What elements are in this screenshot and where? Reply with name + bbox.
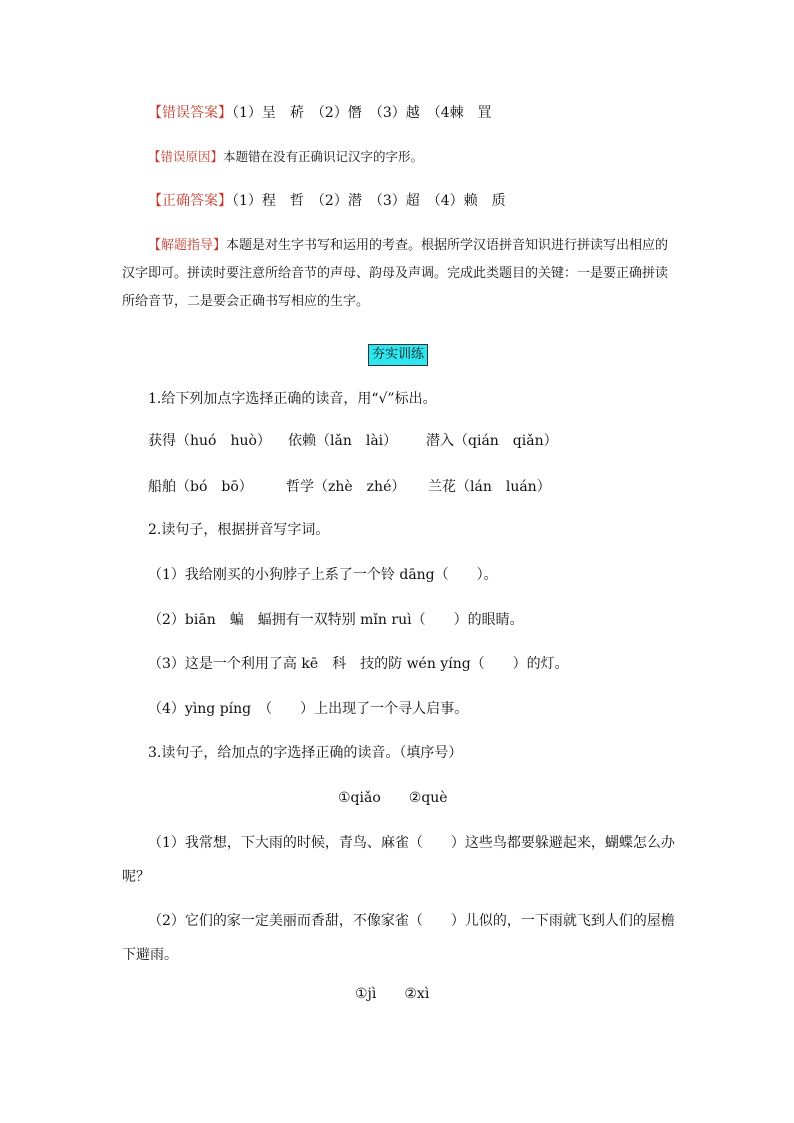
- q1-option: 获得（huó huò）: [148, 433, 271, 449]
- q2-item-1: （1）我给刚买的小狗脖子上系了一个铃 dāng（ ）。: [148, 567, 498, 583]
- q1-option: 船舶（bó bō）: [148, 479, 253, 495]
- q1-title: 1.给下列加点字选择正确的读音，用“√”标出。: [148, 391, 437, 407]
- q3-item-1-text: （1）我常想，下大雨的时候，青鸟、麻雀（ ）这些鸟都要躲避起来，蝴蝶怎么办呢？: [122, 835, 675, 885]
- wrong-answer-text: （1）呈 菥 （2）僭 （3）越 （4棘 罝: [232, 105, 492, 121]
- correct-answer-text: （1）程 哲 （2）潜 （3）超 （4）赖 质: [232, 193, 506, 209]
- section-banner: 夯实训练: [368, 344, 428, 366]
- wrong-reason-line: [148, 147, 423, 167]
- q2-item-4: （4）yìng píng （ ）上出现了一个寻人启事。: [148, 701, 469, 717]
- wrong-reason-text: 本题错在没有正确识记汉字的字形。: [223, 149, 424, 164]
- wrong-answer-tag: 【错误答案】: [148, 105, 232, 121]
- correct-answer-line: [148, 191, 506, 211]
- q2-item-2: （2）biān 蝙 蝠拥有一双特别 mǐn ruì（ ）的眼睛。: [148, 612, 524, 628]
- guidance-tag: 【解题指导】: [148, 238, 227, 253]
- q1-option: 兰花（lán luán）: [428, 479, 551, 495]
- q3-item-2: [122, 904, 678, 972]
- guidance-paragraph: [122, 232, 678, 316]
- q3-item-2-text: （2）它们的家一定美丽而香甜，不像家雀（ ）儿似的，一下雨就飞到人们的屋檐下避雨。: [122, 913, 675, 963]
- q3-options-1: ①qiǎo ②què: [338, 790, 448, 806]
- wrong-answer-line: [148, 103, 492, 123]
- q2-title: 2.读句子，根据拼音写字词。: [148, 522, 330, 538]
- q1-option: 潜入（qián qiǎn）: [426, 433, 558, 449]
- q3-title: 3.读句子，给加点的字选择正确的读音。（填序号）: [148, 745, 463, 761]
- q2-item-3: （3）这是一个利用了高 kē 科 技的防 wén yíng（ ）的灯。: [148, 656, 569, 672]
- q3-item-1: [122, 826, 678, 894]
- guidance-text: 本题是对生字书写和运用的考查。根据所学汉语拼音知识进行拼读写出相应的汉字即可。拼读时要注意所给音节的声母、韵母及声调。完成此类题目的关键：一是要正确拼读所给音节，二是要会正确书写相应的生字。: [122, 238, 669, 309]
- q3-options-2: ①jì ②xì: [355, 986, 430, 1002]
- q1-option: 依赖（lǎn lài）: [288, 433, 398, 449]
- correct-answer-tag: 【正确答案】: [148, 193, 232, 209]
- wrong-reason-tag: 【错误原因】: [148, 149, 224, 164]
- q1-option: 哲学（zhè zhé）: [286, 479, 406, 495]
